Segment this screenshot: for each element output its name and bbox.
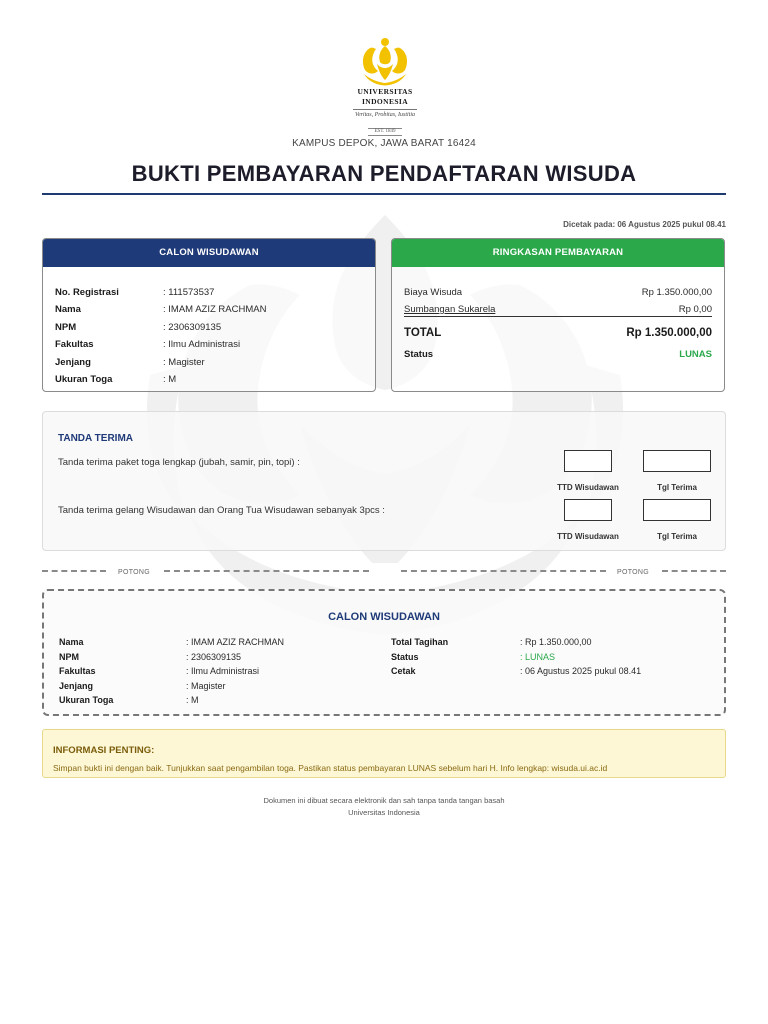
cut-line xyxy=(42,569,726,581)
stub-heading: CALON WISUDAWAN xyxy=(328,611,440,623)
student-row-level: Jenjang : Magister xyxy=(55,356,205,368)
summary-row-total: TOTAL Rp 1.350.000,00 xyxy=(404,327,712,339)
cut-label-left: POTONG xyxy=(118,569,151,576)
student-card-heading: CALON WISUDAWAN xyxy=(43,239,375,267)
receipt-gown-line: Tanda terima paket toga lengkap (jubah, samir, pin, topi) : xyxy=(58,457,300,468)
stub-row-printed: Cetak : 06 Agustus 2025 pukul 08.41 xyxy=(391,666,642,676)
makara-ui-logo-icon xyxy=(360,36,410,86)
stub-row-gown-size: Ukuran Toga : M xyxy=(59,695,199,705)
wristband-signature-box xyxy=(564,499,612,521)
stub-row-status: Status : LUNAS xyxy=(391,651,556,662)
receipt-wristband-line: Tanda terima gelang Wisudawan dan Orang Tua Wisudawan sebanyak 3pcs : xyxy=(58,505,385,516)
notice-title: INFORMASI PENTING: xyxy=(53,745,155,756)
logo-name-line-1: UNIVERSITAS xyxy=(357,87,413,96)
campus-address: KAMPUS DEPOK, JAWA BARAT 16424 xyxy=(292,138,476,149)
stub-left-list xyxy=(59,635,284,708)
notice-text: Simpan bukti ini dengan baik. Tunjukkan saat pengambilan toga. Pastikan status pembayaran LUNAS sebelum hari H. Info lengkap: wisuda.ui.ac.id xyxy=(53,763,608,773)
student-row-name: Nama : IMAM AZIZ RACHMAN xyxy=(55,304,267,316)
student-info-list xyxy=(55,284,266,388)
receipt-title: TANDA TERIMA xyxy=(58,433,133,444)
detachable-stub xyxy=(42,589,726,716)
student-row-npm: NPM : 2306309135 xyxy=(55,321,222,333)
logo-name-line-2: INDONESIA xyxy=(361,97,409,106)
student-row-faculty: Fakultas : Ilmu Administrasi xyxy=(55,339,241,351)
student-row-registration: No. Registrasi : 111573537 xyxy=(55,287,215,298)
summary-card-heading: RINGKASAN PEMBAYARAN xyxy=(392,239,724,267)
summary-row-status: Status LUNAS xyxy=(404,349,712,360)
gown-date-label: Tgl Terima xyxy=(657,483,697,492)
summary-row-donation: Sumbangan Sukarela Rp 0,00 xyxy=(404,304,712,315)
footer-line-2: Universitas Indonesia xyxy=(348,808,420,817)
student-row-gown-size: Ukuran Toga : M xyxy=(55,374,177,386)
status-badge: LUNAS xyxy=(679,349,712,360)
logo-motto: Veritas, Probitas, Iustitia xyxy=(354,112,416,118)
stub-row-level: Jenjang : Magister xyxy=(59,680,226,691)
gown-signature-box xyxy=(564,450,612,472)
title-divider xyxy=(42,193,726,195)
stub-right-list xyxy=(391,635,641,679)
logo-established: EST. 1849 xyxy=(368,128,401,136)
stub-row-total-bill: Total Tagihan : Rp 1.350.000,00 xyxy=(391,637,592,647)
wristband-date-box xyxy=(643,499,711,521)
stub-row-npm: NPM : 2306309135 xyxy=(59,651,242,662)
wristband-signature-label: TTD Wisudawan xyxy=(557,532,619,541)
university-logo xyxy=(340,36,430,136)
footer-line-1: Dokumen ini dibuat secara elektronik dan sah tanpa tanda tangan basah xyxy=(263,796,505,805)
printed-timestamp: Dicetak pada: 06 Agustus 2025 pukul 08.41 xyxy=(563,220,726,229)
summary-row-fee: Biaya Wisuda Rp 1.350.000,00 xyxy=(404,287,712,298)
stub-status-badge: : LUNAS xyxy=(520,651,556,662)
stub-row-faculty: Fakultas : Ilmu Administrasi xyxy=(59,666,260,676)
stub-row-name: Nama : IMAM AZIZ RACHMAN xyxy=(59,637,285,647)
gown-signature-label: TTD Wisudawan xyxy=(557,483,619,492)
receipt-section xyxy=(42,411,726,551)
cut-label-right: POTONG xyxy=(617,569,650,576)
page-title: BUKTI PEMBAYARAN PENDAFTARAN WISUDA xyxy=(131,161,637,186)
payment-summary-card xyxy=(391,238,725,392)
logo-divider xyxy=(353,109,417,110)
footer xyxy=(0,795,768,819)
important-notice xyxy=(42,729,726,778)
gown-date-box xyxy=(643,450,711,472)
student-card xyxy=(42,238,376,392)
wristband-date-label: Tgl Terima xyxy=(657,532,697,541)
